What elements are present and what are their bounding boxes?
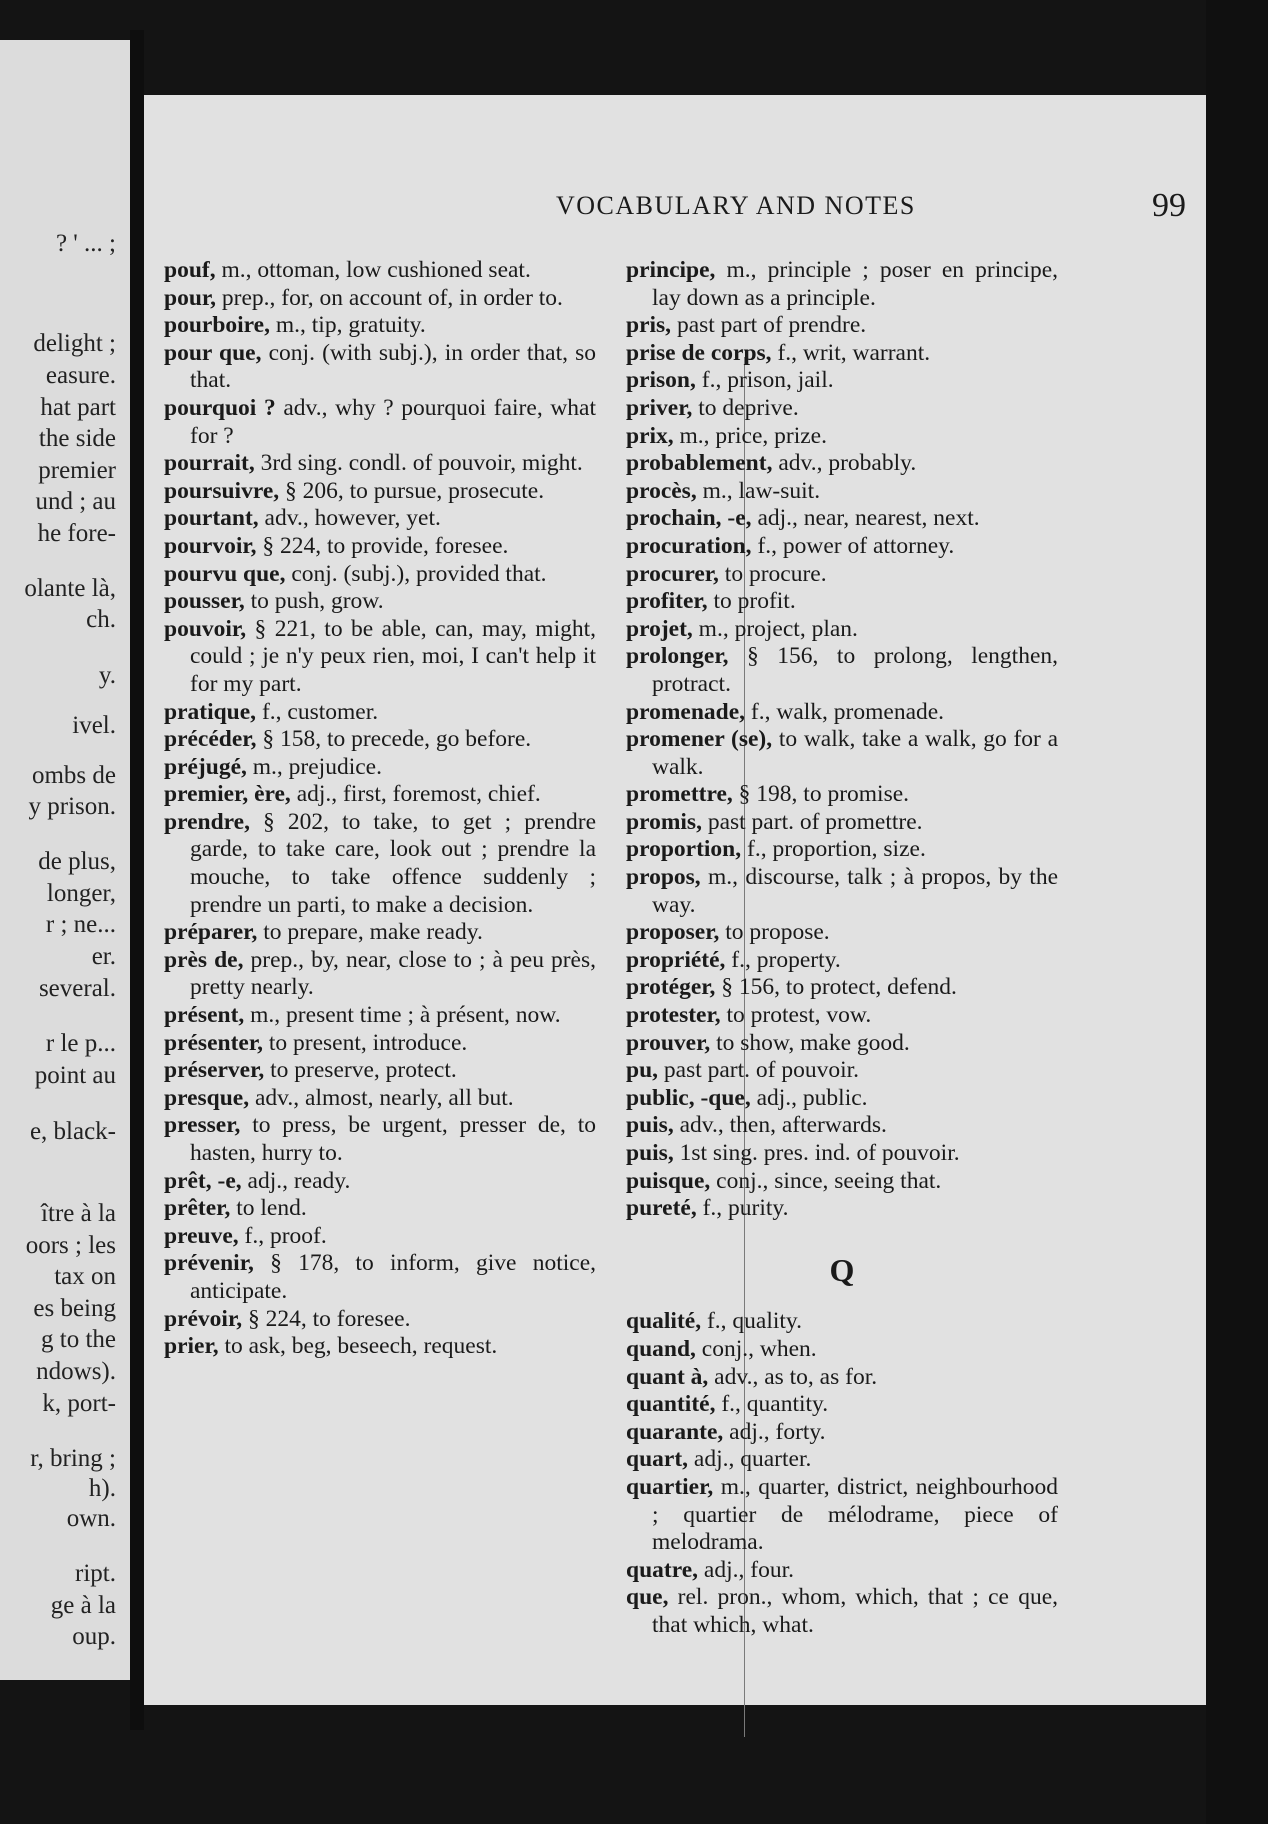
headword: pouvoir, bbox=[164, 615, 247, 642]
headword: promis, bbox=[626, 808, 702, 835]
vocab-entry bbox=[164, 505, 596, 533]
left-page-text: several. bbox=[38, 975, 116, 1002]
definition: § 224, to provide, foresee. bbox=[262, 532, 509, 559]
headword: principe, bbox=[626, 257, 716, 283]
definition: § 221, to be able, can, may, might, could ; je n'y peux rien, moi, I can't help it for my part. bbox=[190, 615, 597, 697]
definition: adj., ready. bbox=[247, 1167, 351, 1194]
left-page-text: he fore- bbox=[37, 520, 116, 547]
vocab-entry bbox=[626, 1557, 1058, 1585]
definition: conj., when. bbox=[701, 1335, 817, 1362]
vocab-entry bbox=[626, 561, 1058, 589]
book-gutter bbox=[130, 30, 144, 1730]
headword: précéder, bbox=[164, 726, 257, 753]
definition: adv., as to, as for. bbox=[714, 1363, 878, 1390]
definition: to profit. bbox=[713, 588, 796, 615]
definition: past part. of promettre. bbox=[707, 808, 923, 835]
definition: to propose. bbox=[725, 919, 830, 946]
headword: prise de corps, bbox=[626, 339, 772, 366]
definition: § 202, to take, to get ; prendre garde, to take care, look out ; prendre la mouche, to take offence suddenly ; prendre un parti, to make a decision. bbox=[190, 808, 597, 918]
left-page-text: r, bring ; bbox=[30, 1445, 116, 1472]
vocab-entry bbox=[626, 809, 1058, 837]
scan-edge bbox=[1206, 0, 1268, 1824]
vocab-entry bbox=[164, 312, 596, 340]
vocab-entry bbox=[164, 285, 596, 313]
vocab-entry bbox=[626, 1584, 1058, 1639]
definition: f., walk, promenade. bbox=[750, 698, 945, 725]
vocab-entry bbox=[626, 1336, 1058, 1364]
vocab-entry bbox=[626, 726, 1058, 781]
dictionary-page bbox=[144, 95, 1206, 1705]
vocab-entry bbox=[164, 1112, 596, 1167]
vocab-entry bbox=[626, 423, 1058, 451]
headword: puis, bbox=[626, 1140, 674, 1166]
definition: rel. pron., whom, which, that ; ce que, that which, what. bbox=[652, 1584, 1058, 1638]
definition: adv., almost, nearly, all but. bbox=[254, 1084, 514, 1111]
left-page-text: h). bbox=[88, 1475, 116, 1502]
vocab-entry bbox=[164, 919, 596, 947]
headword: près de, bbox=[164, 946, 244, 973]
headword: prévoir, bbox=[164, 1305, 243, 1332]
definition: to protest, vow. bbox=[726, 1002, 872, 1029]
vocab-entry bbox=[626, 974, 1058, 1002]
vocab-entry bbox=[164, 616, 596, 699]
headword: pourrait, bbox=[164, 450, 255, 477]
vocab-entry bbox=[626, 919, 1058, 947]
vocab-entry bbox=[626, 340, 1058, 368]
headword: pratique, bbox=[164, 698, 257, 725]
headword: prêt, -e, bbox=[164, 1167, 242, 1194]
headword: protéger, bbox=[626, 974, 716, 1001]
vocab-entry bbox=[164, 478, 596, 506]
vocab-entry bbox=[626, 395, 1058, 423]
left-page-text: easure. bbox=[45, 362, 116, 389]
left-page-text: y prison. bbox=[28, 793, 116, 820]
definition: to press, be urgent, presser de, to hasten, hurry to. bbox=[190, 1112, 596, 1166]
vocab-entry bbox=[164, 1306, 596, 1334]
headword: proposer, bbox=[626, 919, 720, 946]
vocab-entry bbox=[164, 754, 596, 782]
definition: adj., quarter. bbox=[693, 1446, 812, 1473]
vocab-entry bbox=[626, 1002, 1058, 1030]
vocab-entry bbox=[626, 1364, 1058, 1392]
vocab-entry bbox=[626, 1030, 1058, 1058]
headword: pris, bbox=[626, 312, 672, 339]
headword: que, bbox=[626, 1584, 669, 1611]
headword: priver, bbox=[626, 394, 693, 421]
headword: projet, bbox=[626, 615, 693, 642]
vocab-entry bbox=[164, 1030, 596, 1058]
left-page-text: r le p... bbox=[45, 1030, 116, 1057]
headword: prochain, -e, bbox=[626, 505, 752, 532]
vocab-entry bbox=[164, 395, 596, 450]
headword: prix, bbox=[626, 422, 674, 449]
left-page-text: und ; au bbox=[35, 488, 116, 515]
definition: § 156, to protect, defend. bbox=[721, 974, 957, 1001]
vocab-entry bbox=[164, 1223, 596, 1251]
headword: présent, bbox=[164, 1002, 245, 1029]
headword: présenter, bbox=[164, 1029, 263, 1056]
headword: quand, bbox=[626, 1335, 696, 1362]
entries-p bbox=[626, 257, 1058, 1223]
vocab-entry bbox=[164, 533, 596, 561]
left-page-text: oors ; les bbox=[25, 1232, 116, 1259]
vocab-entry bbox=[626, 367, 1058, 395]
vocab-entry bbox=[164, 809, 596, 919]
vocab-entry bbox=[626, 616, 1058, 644]
headword: puis, bbox=[626, 1112, 674, 1139]
definition: to prepare, make ready. bbox=[263, 919, 483, 946]
vocab-entry bbox=[626, 864, 1058, 919]
headword: quarante, bbox=[626, 1418, 724, 1445]
definition: prep., for, on account of, in order to. bbox=[221, 284, 563, 311]
headword: puisque, bbox=[626, 1167, 711, 1194]
definition: § 178, to inform, give notice, anticipate. bbox=[190, 1250, 596, 1304]
headword: premier, ère, bbox=[164, 781, 291, 808]
left-page-text: ? ' ... ; bbox=[55, 230, 116, 257]
definition: adj., public. bbox=[756, 1084, 868, 1111]
headword: pour que, bbox=[164, 339, 262, 366]
vocab-entry bbox=[626, 699, 1058, 727]
page-number: 99 bbox=[1152, 187, 1186, 224]
definition: to deprive. bbox=[698, 394, 799, 421]
definition: 3rd sing. condl. of pouvoir, might. bbox=[260, 450, 583, 477]
vocab-entry bbox=[164, 699, 596, 727]
vocab-entry bbox=[626, 1419, 1058, 1447]
section-letter-q: Q bbox=[829, 1251, 855, 1288]
vocab-entry bbox=[626, 257, 1058, 312]
vocab-entry bbox=[626, 1308, 1058, 1336]
left-page-text: own. bbox=[66, 1505, 116, 1532]
vocab-entry bbox=[164, 726, 596, 754]
vocab-entry bbox=[164, 588, 596, 616]
definition: m., price, prize. bbox=[679, 422, 827, 449]
vocab-entry bbox=[164, 1057, 596, 1085]
left-page-text: er. bbox=[91, 943, 116, 970]
left-page-text: delight ; bbox=[33, 330, 116, 357]
vocab-entry bbox=[164, 781, 596, 809]
definition: m., discourse, talk ; à propos, by the way. bbox=[652, 864, 1059, 918]
definition: to ask, beg, beseech, request. bbox=[224, 1333, 498, 1360]
headword: prier, bbox=[164, 1333, 219, 1360]
definition: m., project, plan. bbox=[698, 615, 858, 642]
vocab-entry bbox=[626, 505, 1058, 533]
headword: promenade, bbox=[626, 698, 746, 725]
headword: prolonger, bbox=[626, 643, 729, 670]
vocab-entry bbox=[626, 1474, 1058, 1557]
left-page-text: r ; ne... bbox=[45, 911, 116, 938]
running-title: VOCABULARY AND NOTES bbox=[556, 191, 916, 220]
left-page-text: de plus, bbox=[38, 848, 116, 875]
headword: pureté, bbox=[626, 1195, 697, 1222]
definition: § 158, to precede, go before. bbox=[262, 726, 532, 753]
vocab-entry bbox=[626, 1140, 1058, 1168]
headword: quantité, bbox=[626, 1391, 716, 1418]
vocab-entry bbox=[626, 1085, 1058, 1113]
definition: past part. of pouvoir. bbox=[663, 1057, 860, 1084]
vocab-entry bbox=[164, 1250, 596, 1305]
definition: m., law-suit. bbox=[702, 477, 821, 504]
headword: promettre, bbox=[626, 781, 733, 808]
definition: f., quantity. bbox=[721, 1391, 829, 1418]
left-page-text: ombs de bbox=[31, 762, 116, 789]
headword: quatre, bbox=[626, 1556, 699, 1583]
left-page-text: e, black- bbox=[29, 1118, 116, 1145]
vocab-entry bbox=[626, 1112, 1058, 1140]
definition: f., property. bbox=[731, 946, 841, 973]
vocab-entry bbox=[626, 478, 1058, 506]
vocab-entry bbox=[626, 1195, 1058, 1223]
definition: to push, grow. bbox=[250, 588, 384, 615]
definition: to walk, take a walk, go for a walk. bbox=[652, 726, 1058, 780]
headword: quartier, bbox=[626, 1473, 714, 1500]
headword: pu, bbox=[626, 1057, 659, 1084]
left-page-text: ivel. bbox=[72, 712, 116, 739]
headword: pousser, bbox=[164, 588, 245, 615]
vocab-entry bbox=[626, 1168, 1058, 1196]
left-page-text: olante là, bbox=[24, 575, 116, 602]
headword: pourtant, bbox=[164, 505, 259, 532]
definition: adj., four. bbox=[703, 1556, 794, 1583]
definition: adj., forty. bbox=[729, 1418, 826, 1445]
definition: § 206, to pursue, prosecute. bbox=[285, 477, 545, 504]
definition: § 198, to promise. bbox=[738, 781, 910, 808]
headword: pourboire, bbox=[164, 312, 270, 339]
headword: procuration, bbox=[626, 532, 752, 559]
vocab-entry bbox=[164, 1168, 596, 1196]
headword: proportion, bbox=[626, 836, 742, 863]
vocab-entry bbox=[164, 1195, 596, 1223]
page-header bbox=[406, 187, 1196, 227]
vocab-entry bbox=[626, 643, 1058, 698]
headword: quant à, bbox=[626, 1363, 709, 1390]
vocabulary-column-left bbox=[164, 257, 596, 1757]
vocab-entry bbox=[626, 1057, 1058, 1085]
headword: pourvu que, bbox=[164, 560, 286, 587]
headword: procurer, bbox=[626, 560, 719, 587]
definition: f., proof. bbox=[244, 1222, 327, 1249]
headword: préjugé, bbox=[164, 753, 247, 780]
vocab-entry bbox=[164, 947, 596, 1002]
definition: § 224, to foresee. bbox=[247, 1305, 411, 1332]
headword: préserver, bbox=[164, 1057, 265, 1084]
headword: quart, bbox=[626, 1446, 689, 1473]
definition: f., proportion, size. bbox=[747, 836, 926, 863]
definition: 1st sing. pres. ind. of pouvoir. bbox=[679, 1140, 960, 1166]
vocab-entry bbox=[626, 588, 1058, 616]
headword: public, -que, bbox=[626, 1084, 751, 1111]
definition: adv., however, yet. bbox=[264, 505, 441, 532]
vocab-entry bbox=[626, 533, 1058, 561]
vocab-entry bbox=[626, 1391, 1058, 1419]
headword: pour, bbox=[164, 284, 217, 311]
left-page-text: g to the bbox=[41, 1326, 116, 1353]
left-page-text: hat part bbox=[40, 394, 116, 421]
left-page-text: point au bbox=[34, 1062, 116, 1089]
headword: preuve, bbox=[164, 1222, 239, 1249]
left-page-text: ge à la bbox=[50, 1592, 116, 1619]
headword: prendre, bbox=[164, 808, 250, 835]
definition: to show, make good. bbox=[716, 1029, 910, 1056]
vocab-entry bbox=[626, 1446, 1058, 1474]
definition: to procure. bbox=[724, 560, 827, 587]
vocab-entry bbox=[626, 836, 1058, 864]
definition: to preserve, protect. bbox=[270, 1057, 457, 1084]
definition: to present, introduce. bbox=[268, 1029, 468, 1056]
headword: propriété, bbox=[626, 946, 726, 973]
headword: presque, bbox=[164, 1084, 250, 1111]
vocab-entry bbox=[164, 450, 596, 478]
definition: m., principle ; poser en principe, lay down as a principle. bbox=[652, 257, 1058, 311]
vocab-entry bbox=[164, 257, 596, 285]
definition: f., writ, warrant. bbox=[777, 339, 931, 366]
definition: m., prejudice. bbox=[252, 753, 382, 780]
vocab-entry bbox=[626, 450, 1058, 478]
definition: m., tip, gratuity. bbox=[275, 312, 426, 339]
headword: pourquoi ? bbox=[164, 394, 276, 421]
definition: f., quality. bbox=[706, 1308, 803, 1335]
definition: f., customer. bbox=[261, 698, 379, 725]
left-page-text: ch. bbox=[86, 606, 116, 633]
vocab-entry bbox=[626, 947, 1058, 975]
definition: f., purity. bbox=[702, 1195, 789, 1222]
definition: adv., probably. bbox=[778, 450, 917, 477]
left-page-text: oup. bbox=[72, 1623, 116, 1650]
definition: m., ottoman, low cushioned seat. bbox=[221, 257, 531, 283]
vocab-entry bbox=[164, 340, 596, 395]
definition: § 156, to prolong, lengthen, protract. bbox=[652, 643, 1058, 697]
definition: adv., then, afterwards. bbox=[679, 1112, 887, 1139]
headword: qualité, bbox=[626, 1308, 702, 1335]
vocabulary-column-right bbox=[626, 257, 1058, 1757]
definition: m., quarter, district, neighbourhood ; quartier de mélodrame, piece of melodrama. bbox=[652, 1473, 1058, 1556]
left-page-text: ître à la bbox=[41, 1200, 116, 1227]
headword: poursuivre, bbox=[164, 477, 280, 504]
headword: prêter, bbox=[164, 1195, 231, 1222]
headword: profiter, bbox=[626, 588, 708, 615]
headword: prison, bbox=[626, 367, 696, 394]
definition: adv., why ? pourquoi faire, what for ? bbox=[190, 394, 596, 449]
vocab-entry bbox=[164, 1002, 596, 1030]
headword: promener (se), bbox=[626, 726, 773, 753]
definition: conj., since, seeing that. bbox=[716, 1167, 942, 1194]
headword: pourvoir, bbox=[164, 532, 257, 559]
definition: f., power of attorney. bbox=[757, 532, 955, 559]
vocab-entry bbox=[626, 312, 1058, 340]
definition: adj., near, nearest, next. bbox=[757, 505, 980, 532]
headword: prouver, bbox=[626, 1029, 711, 1056]
definition: prep., by, near, close to ; à peu près, pretty nearly. bbox=[190, 946, 596, 1001]
entries-q bbox=[626, 1308, 1058, 1639]
headword: presser, bbox=[164, 1112, 241, 1139]
left-page-text: k, port- bbox=[42, 1390, 116, 1417]
headword: protester, bbox=[626, 1002, 721, 1029]
definition: conj. (subj.), provided that. bbox=[291, 560, 547, 587]
left-page-text: es being bbox=[33, 1295, 116, 1322]
definition: to lend. bbox=[236, 1195, 307, 1222]
left-page-text: premier bbox=[38, 457, 116, 484]
vocab-entry bbox=[626, 781, 1058, 809]
headword: procès, bbox=[626, 477, 697, 504]
left-page-text: tax on bbox=[54, 1263, 116, 1290]
vocab-entry bbox=[164, 1085, 596, 1113]
definition: m., present time ; à présent, now. bbox=[250, 1002, 561, 1029]
definition: f., prison, jail. bbox=[701, 367, 834, 394]
left-page-text: ndows). bbox=[36, 1358, 116, 1385]
definition: past part of prendre. bbox=[676, 312, 867, 339]
left-page-text: longer, bbox=[46, 880, 116, 907]
left-page-text: the side bbox=[38, 425, 116, 452]
definition: conj. (with subj.), in order that, so that. bbox=[190, 339, 597, 394]
left-page-text: ript. bbox=[75, 1560, 116, 1587]
vocab-entry bbox=[164, 561, 596, 589]
headword: probablement, bbox=[626, 450, 773, 477]
left-page-text: y. bbox=[98, 662, 116, 689]
headword: propos, bbox=[626, 864, 701, 891]
headword: pouf, bbox=[164, 257, 216, 283]
headword: prévenir, bbox=[164, 1250, 254, 1277]
headword: préparer, bbox=[164, 919, 258, 946]
vocab-entry bbox=[164, 1333, 596, 1361]
definition: adj., first, foremost, chief. bbox=[296, 781, 541, 808]
left-page-fragment bbox=[0, 40, 130, 1680]
